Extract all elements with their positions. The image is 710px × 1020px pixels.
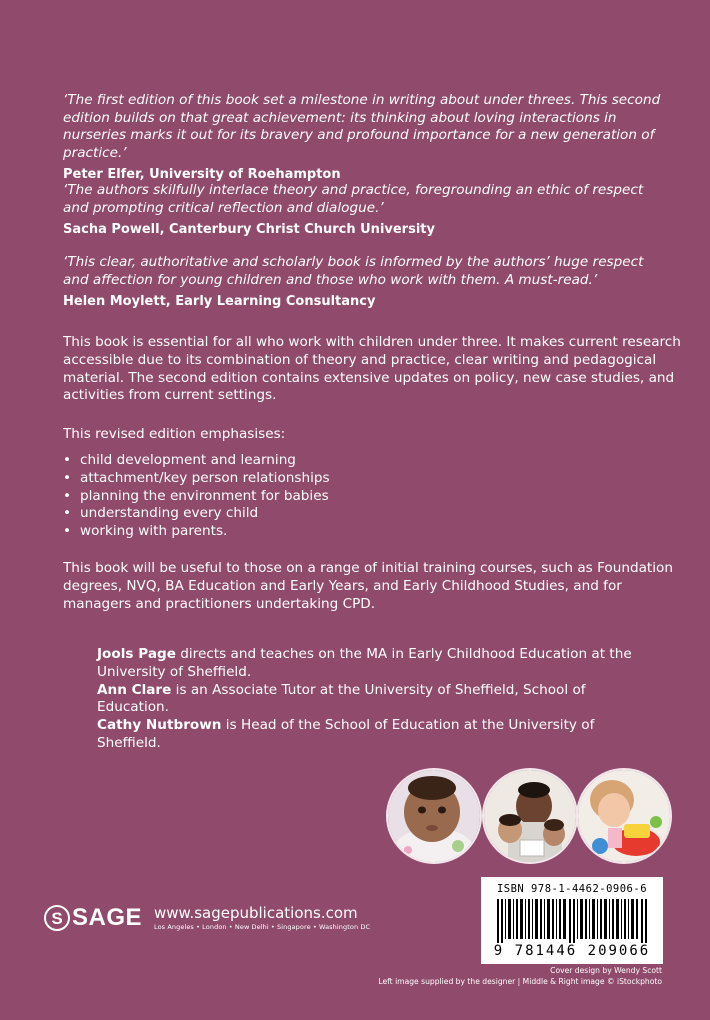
author-bio xyxy=(97,646,657,682)
author-name: Ann Clare xyxy=(97,681,172,698)
list-item: • planning the environment for babies xyxy=(63,488,330,506)
isbn-label: ISBN 978-1-4462-0906-6 xyxy=(496,883,648,895)
author-bios xyxy=(97,646,657,753)
list-item: • child development and learning xyxy=(63,452,330,470)
barcode-icon xyxy=(497,899,649,943)
quote-attribution: Peter Elfer, University of Roehampton xyxy=(63,167,341,182)
audience-text: This book will be useful to those on a range of initial training courses, such as Foundation degrees, NVQ, BA Education and Early Years, and Early Childhood Studies, and for managers and practitioners undertaking CPD. xyxy=(63,560,673,612)
sage-s-icon xyxy=(44,905,70,931)
quote-attribution: Helen Moylett, Early Learning Consultancy xyxy=(63,294,376,309)
author-name: Jools Page xyxy=(97,646,176,662)
publisher-cities: Los Angeles • London • New Delhi • Singapore • Washington DC xyxy=(154,923,371,931)
emphasis-list xyxy=(63,452,330,541)
svg-text:S: S xyxy=(51,909,63,928)
isbn-barcode xyxy=(481,877,663,964)
cover-design-credit: Cover design by Wendy Scott xyxy=(550,966,662,975)
photo-child-playing xyxy=(576,768,672,864)
author-description: is an Associate Tutor at the University of Sheffield, School of Education. xyxy=(97,681,586,716)
photo-father-children xyxy=(482,768,578,864)
author-bio xyxy=(97,717,657,753)
author-description: is Head of the School of Education at the University of Sheffield. xyxy=(97,717,595,751)
author-name: Cathy Nutbrown xyxy=(97,717,222,734)
endorsement-quote-2 xyxy=(63,182,673,238)
endorsement-quote-3 xyxy=(63,254,673,310)
author-bio xyxy=(97,682,657,718)
quote-text: ‘The first edition of this book set a milestone in writing about under threes. This second edition builds on that great achievement: its thinking about loving interactions in nurseries marks it out for its bravery and profound importance for a new generation of practice.’ xyxy=(63,92,661,161)
sage-wordmark: SAGE xyxy=(72,904,143,931)
list-item: • working with parents. xyxy=(63,523,330,541)
isbn-digits: 9 781446 209066 xyxy=(493,943,651,959)
endorsement-quote-1 xyxy=(63,92,673,183)
author-description: directs and teaches on the MA in Early Childhood Education at the University of Sheffield. xyxy=(97,646,632,680)
image-credits xyxy=(378,965,662,987)
description-intro: This book is essential for all who work with children under three. It makes current research accessible due to its combination of theory and practice, clear writing and pedagogical material. The second edition contains extensive updates on policy, new case studies, and activities from current settings. xyxy=(63,334,681,404)
quote-text: ‘The authors skilfully interlace theory and practice, foregrounding an ethic of respect and prompting critical reflection and dialogue.’ xyxy=(63,182,644,216)
quote-attribution: Sacha Powell, Canterbury Christ Church University xyxy=(63,222,435,237)
list-item: • understanding every child xyxy=(63,505,330,523)
sage-logo xyxy=(44,904,142,932)
photo-baby xyxy=(386,768,482,864)
list-item: • attachment/key person relationships xyxy=(63,470,330,488)
quote-text: ‘This clear, authoritative and scholarly book is informed by the authors’ huge respect and affection for young children and those who work with them. A must-read.’ xyxy=(63,254,644,288)
emphasis-heading: This revised edition emphasises: xyxy=(63,426,286,442)
image-source-credit: Left image supplied by the designer | Middle & Right image © iStockphoto xyxy=(378,977,662,986)
publisher-url[interactable]: www.sagepublications.com xyxy=(154,904,358,922)
